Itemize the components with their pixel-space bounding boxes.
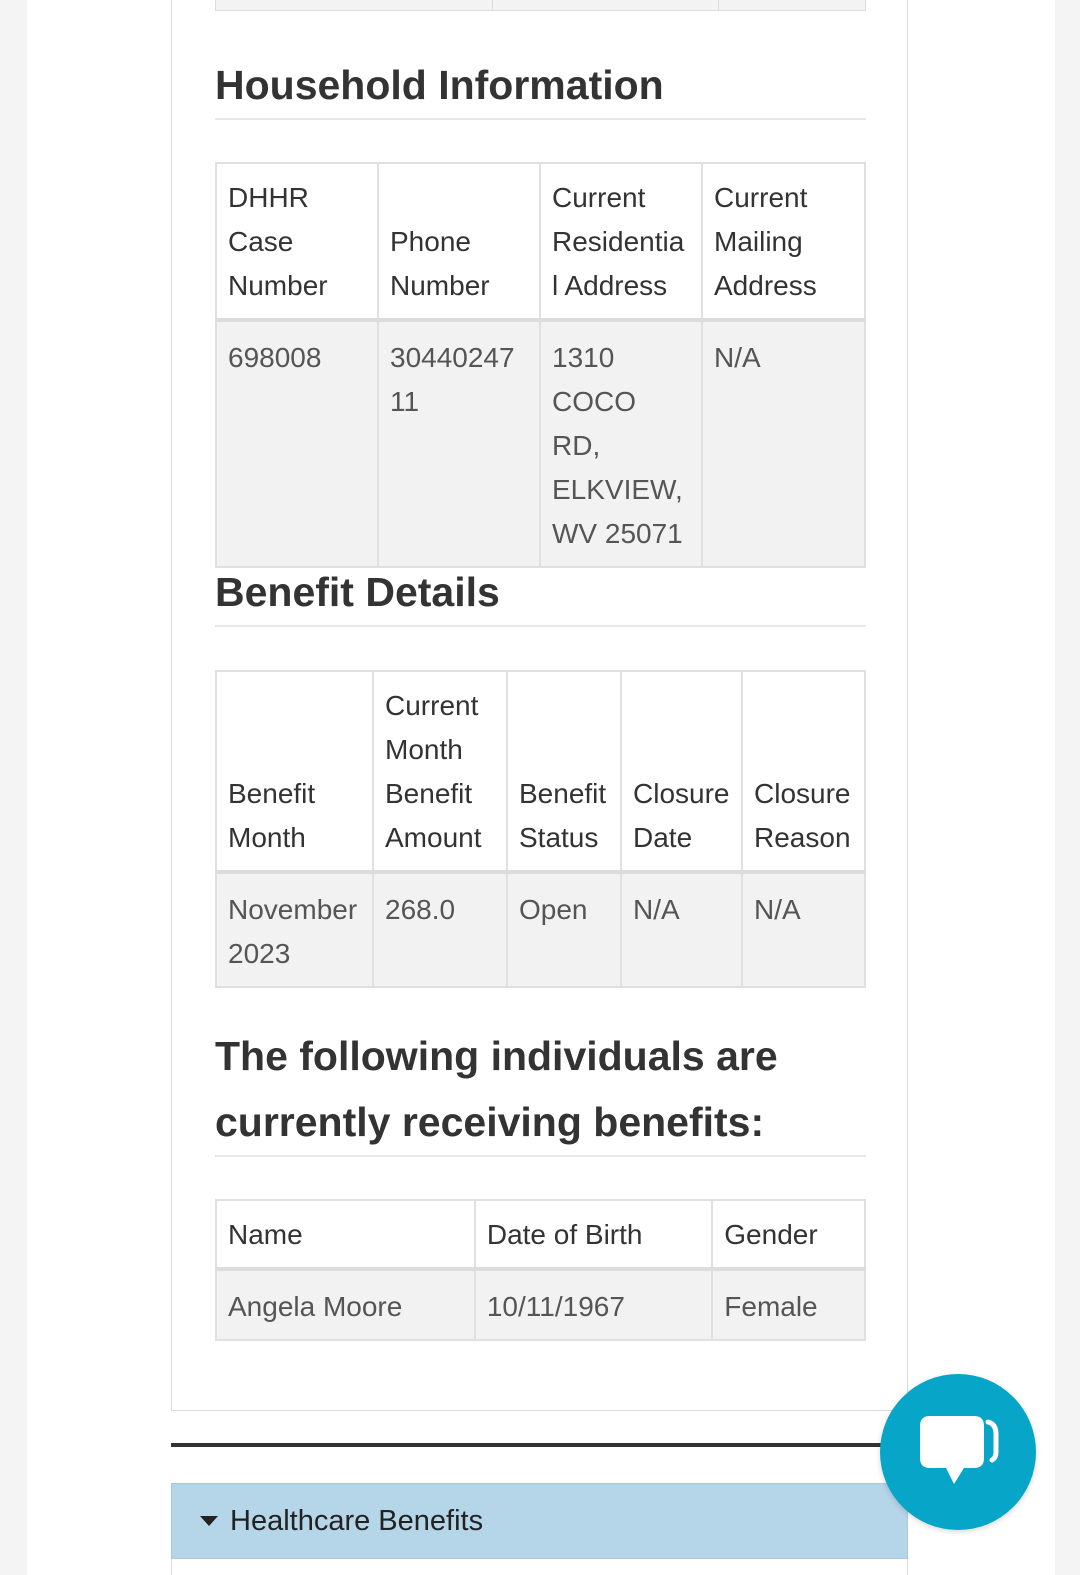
cell-gender: Female bbox=[712, 1269, 865, 1340]
cell-case-number: 698008 bbox=[216, 320, 378, 567]
household-header-row bbox=[216, 163, 865, 320]
individuals-heading: The following individuals are currently receiving benefits: bbox=[215, 1023, 866, 1157]
header-closure-date: Closure Date bbox=[621, 671, 742, 872]
header-benefit-month: Benefit Month bbox=[216, 671, 373, 872]
cell-benefit-status: Open bbox=[507, 872, 621, 987]
chat-button[interactable] bbox=[880, 1374, 1036, 1530]
accordion-label: Healthcare Benefits bbox=[230, 1504, 484, 1537]
header-benefit-status: Benefit Status bbox=[507, 671, 621, 872]
header-residential-address: Current Residentia l Address bbox=[540, 163, 702, 320]
cell-benefit-month: November 2023 bbox=[216, 872, 373, 987]
header-gender: Gender bbox=[712, 1200, 865, 1269]
cell-benefit-amount: 268.0 bbox=[373, 872, 507, 987]
benefit-header-row bbox=[216, 671, 865, 872]
chat-bubble-icon bbox=[916, 1412, 1000, 1494]
household-information-heading: Household Information bbox=[215, 52, 866, 120]
healthcare-benefits-accordion[interactable] bbox=[171, 1483, 908, 1559]
individuals-header-row bbox=[216, 1200, 865, 1269]
header-current-month-benefit-amount: Current Month Benefit Amount bbox=[373, 671, 507, 872]
household-table bbox=[215, 162, 866, 568]
cell-name: Angela Moore bbox=[216, 1269, 475, 1340]
header-mailing-address: Current Mailing Address bbox=[702, 163, 865, 320]
cell-mailing-address: N/A bbox=[702, 320, 865, 567]
case-details-card bbox=[171, 0, 908, 1411]
header-name: Name bbox=[216, 1200, 475, 1269]
caret-down-icon bbox=[200, 1516, 218, 1526]
cell-closure-reason: N/A bbox=[742, 872, 865, 987]
cell-residential-address: 1310 COCO RD, ELKVIEW, WV 25071 bbox=[540, 320, 702, 567]
cell-phone-number: 30440247 11 bbox=[378, 320, 540, 567]
benefit-table bbox=[215, 670, 866, 988]
header-date-of-birth: Date of Birth bbox=[475, 1200, 712, 1269]
individuals-table bbox=[215, 1199, 866, 1341]
table-row bbox=[216, 872, 865, 987]
previous-table-edge bbox=[215, 0, 866, 11]
table-row bbox=[216, 1269, 865, 1340]
section-divider bbox=[171, 1443, 883, 1447]
header-phone-number: Phone Number bbox=[378, 163, 540, 320]
cell-closure-date: N/A bbox=[621, 872, 742, 987]
table-row bbox=[216, 320, 865, 567]
header-closure-reason: Closure Reason bbox=[742, 671, 865, 872]
header-dhhr-case-number: DHHR Case Number bbox=[216, 163, 378, 320]
accordion-content-edge bbox=[171, 1559, 908, 1575]
benefit-details-heading: Benefit Details bbox=[215, 559, 866, 627]
cell-date-of-birth: 10/11/1967 bbox=[475, 1269, 712, 1340]
